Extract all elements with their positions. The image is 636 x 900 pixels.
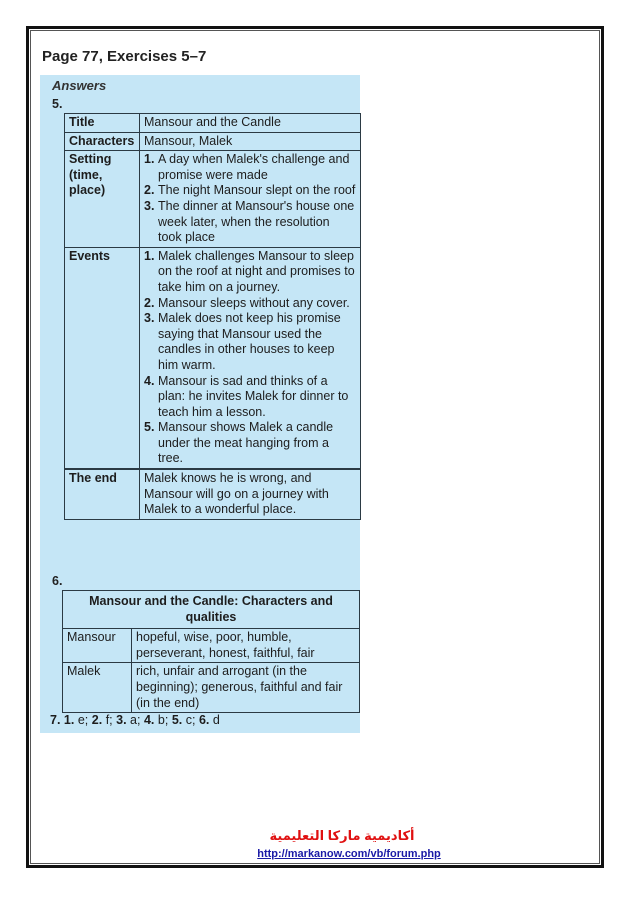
answer-number: 1. (63, 713, 75, 727)
list-item (144, 183, 356, 199)
answer-letter: c; (185, 713, 196, 727)
table-row (65, 132, 361, 151)
exercise-7-number: 7. (50, 713, 61, 727)
setting-list (144, 152, 356, 246)
table-row (65, 151, 361, 248)
table-row (63, 663, 360, 713)
list-item-number: 2. (144, 295, 155, 310)
character-qualities: rich, unfair and arrogant (in the beginning); generous, faithful and fair (in the end) (132, 663, 360, 713)
characters-label: Characters (65, 132, 140, 151)
answer-letter: f; (105, 713, 113, 727)
story-elements-table (64, 113, 361, 520)
exercise-7-answers (50, 713, 220, 727)
answer-number: 4. (143, 713, 155, 727)
title-label: Title (65, 114, 140, 133)
list-item-number: 3. (144, 198, 155, 213)
list-item (144, 199, 356, 246)
list-item-text: Mansour shows Malek a candle under the meat hanging from a tree. (158, 420, 334, 466)
character-name: Malek (63, 663, 132, 713)
events-list (144, 249, 356, 467)
list-item-number: 1. (144, 248, 155, 263)
table-row (65, 114, 361, 133)
list-item-text: Mansour sleeps without any cover. (158, 295, 350, 310)
list-item (144, 152, 356, 183)
characters-value: Mansour, Malek (140, 132, 361, 151)
list-item-text: A day when Malek's challenge and promise were made (158, 152, 350, 182)
answer-number: 2. (91, 713, 103, 727)
table-row (63, 629, 360, 663)
exercise-5-number: 5. (52, 97, 63, 111)
list-item-text: The dinner at Mansour's house one week later, when the resolution took place (158, 198, 355, 245)
list-item (144, 374, 356, 421)
list-item-text: Malek does not keep his promise saying that Mansour used the candles in other houses to keep him warm. (158, 311, 341, 372)
list-item (144, 311, 356, 373)
table-row (63, 591, 360, 629)
title-value: Mansour and the Candle (140, 114, 361, 133)
answer-letter: a; (130, 713, 141, 727)
list-item-text: Malek challenges Mansour to sleep on the roof at night and promises to take him on a journey. (158, 248, 355, 294)
exercise-6-number: 6. (52, 574, 63, 588)
page-title: Page 77, Exercises 5–7 (42, 48, 207, 65)
list-item-number: 4. (144, 373, 155, 388)
list-item-text: The night Mansour slept on the roof (158, 183, 356, 198)
character-name: Mansour (63, 629, 132, 663)
answer-number: 5. (171, 713, 183, 727)
list-item-number: 2. (144, 183, 155, 198)
character-qualities: hopeful, wise, poor, humble, perseverant, honest, faithful, fair (132, 629, 360, 663)
answer-number: 6. (198, 713, 210, 727)
footer-academy-name: أكاديمية ماركا التعليمية (269, 828, 415, 843)
answer-letter: b; (157, 713, 169, 727)
list-item-text: Mansour is sad and thinks of a plan: he invites Malek for dinner to teach him a lesson. (158, 373, 349, 419)
list-item-number: 3. (144, 311, 155, 326)
table-row (65, 469, 361, 519)
answer-letter: d (212, 713, 220, 727)
answers-label: Answers (52, 78, 107, 93)
list-item-number: 5. (144, 420, 155, 435)
answer-letter: e; (77, 713, 89, 727)
list-item-number: 1. (144, 152, 155, 167)
setting-list-cell (140, 151, 361, 248)
qualities-caption: Mansour and the Candle: Characters and qualities (63, 591, 360, 629)
end-value: Malek knows he is wrong, and Mansour will go on a journey with Malek to a wonderful place. (140, 469, 361, 519)
end-label: The end (65, 469, 140, 519)
setting-label: Setting (time, place) (65, 151, 140, 248)
list-item (144, 296, 356, 312)
characters-qualities-table (62, 590, 360, 713)
list-item (144, 420, 356, 467)
events-label: Events (65, 247, 140, 469)
answer-number: 3. (116, 713, 127, 727)
table-row (65, 247, 361, 469)
events-list-cell (140, 247, 361, 469)
exercise-7-answer-list (64, 713, 220, 727)
footer-forum-link[interactable]: http://markanow.com/vb/forum.php (257, 848, 441, 860)
list-item (144, 249, 356, 296)
